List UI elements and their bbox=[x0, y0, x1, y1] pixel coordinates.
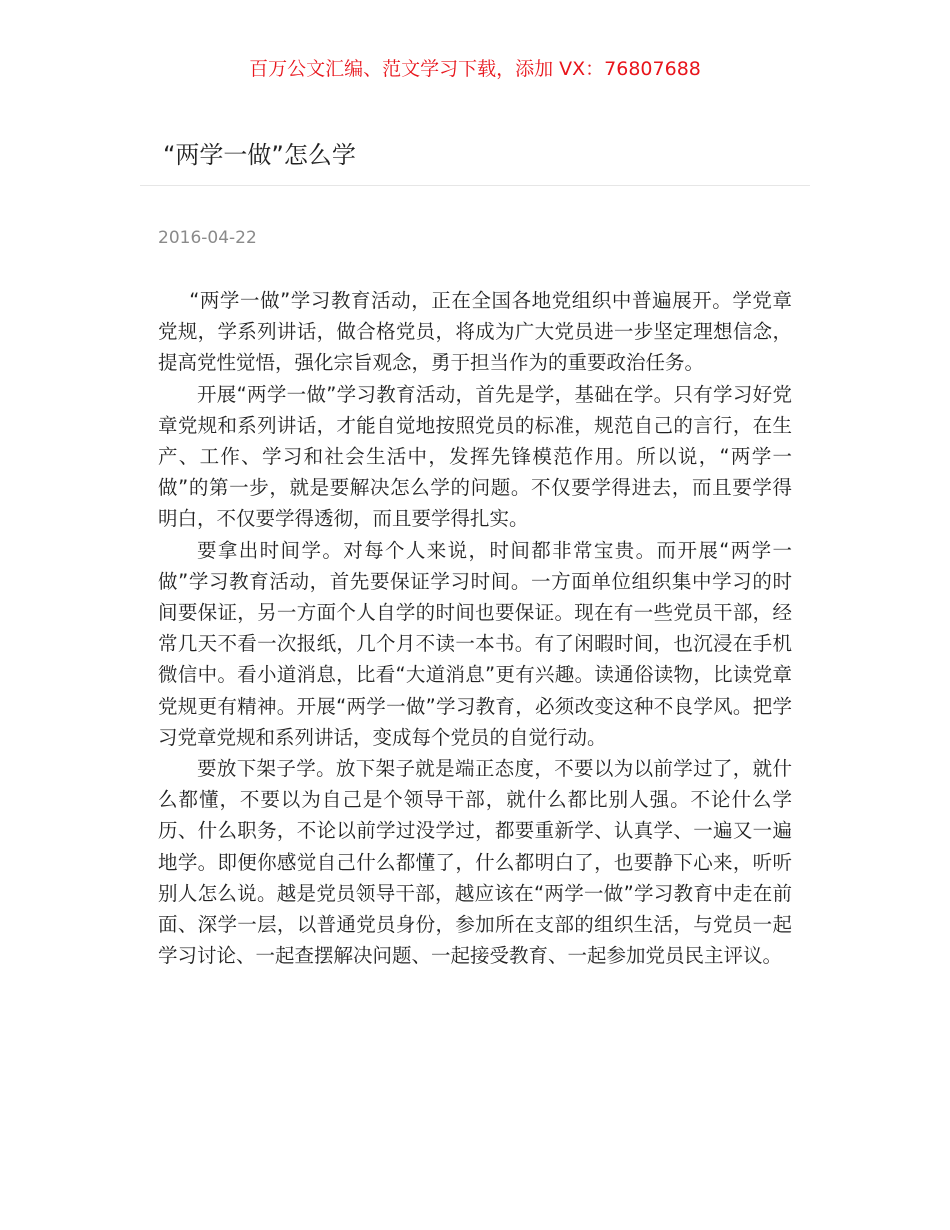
article-title: “两学一做”怎么学 bbox=[163, 141, 356, 169]
header-banner: 百万公文汇编、范文学习下载，添加 VX：76807688 bbox=[249, 58, 701, 80]
paragraph-humble-learning: 要放下架子学。放下架子就是端正态度，不要以为以前学过了，就什么都懂，不要以为自己是个领导干部，就什么都比别人强。不论什么学历、什么职务，不论以前学过没学过，都要重新学、认真学、一遍又一遍地学。即便你感觉自己什么都懂了，什么都明白了，也要静下心来，听听别人怎么说。越是党员领导干部，越应该在“两学一做”学习教育中走在前面、深学一层，以普通党员身份，参加所在支部的组织生活，与党员一起学习讨论、一起查摆解决问题、一起接受教育、一起参加党员民主评议。 bbox=[158, 757, 792, 968]
article-body bbox=[158, 285, 792, 971]
title-divider bbox=[140, 185, 810, 186]
article-date: 2016-04-22 bbox=[158, 228, 257, 248]
paragraph-study-foundation: 开展“两学一做”学习教育活动，首先是学，基础在学。只有学习好党章党规和系列讲话，才能自觉地按照党员的标准，规范自己的言行，在生产、工作、学习和社会生活中，发挥先锋模范作用。所以说，“两学一做”的第一步，就是要解决怎么学的问题。不仅要学得进去，而且要学得明白，不仅要学得透彻，而且要学得扎实。 bbox=[158, 382, 792, 531]
paragraph-intro: “两学一做”学习教育活动，正在全国各地党组织中普遍展开。学党章党规，学系列讲话，做合格党员，将成为广大党员进一步坚定理想信念，提高党性觉悟，强化宗旨观念，勇于担当作为的重要政治任务。 bbox=[158, 289, 792, 375]
paragraph-make-time: 要拿出时间学。对每个人来说，时间都非常宝贵。而开展“两学一做”学习教育活动，首先要保证学习时间。一方面单位组织集中学习的时间要保证，另一方面个人自学的时间也要保证。现在有一些党员干部，经常几天不看一次报纸，几个月不读一本书。有了闲暇时间，也沉浸在手机微信中。看小道消息，比看“大道消息”更有兴趣。读通俗读物，比读党章党规更有精神。开展“两学一做”学习教育，必须改变这种不良学风。把学习党章党规和系列讲话，变成每个党员的自觉行动。 bbox=[158, 538, 792, 749]
